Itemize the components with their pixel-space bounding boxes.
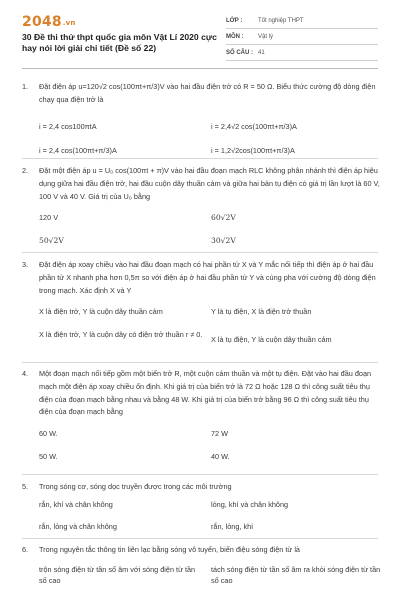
option-c[interactable]: 50√2V xyxy=(39,236,64,246)
question-number: 6. xyxy=(22,545,29,554)
option-b[interactable]: Y là tụ điện, X là điện trở thuần xyxy=(211,307,312,317)
option-c[interactable]: 50 W. xyxy=(39,452,58,462)
question-2 xyxy=(22,165,380,255)
question-number: 5. xyxy=(22,482,29,491)
option-d[interactable]: rắn, lỏng, khí xyxy=(211,521,254,531)
option-b[interactable]: tách sóng điện từ tần số âm ra khỏi sóng điện từ tần số cao xyxy=(211,564,381,585)
question-text: Trong sóng cơ, sóng dọc truyền được trong các môi trường xyxy=(39,482,232,491)
meta-subject-row xyxy=(226,29,378,45)
question-text: Trong nguyên tắc thông tin liên lạc bằng sóng vô tuyến, biến điệu sóng điện từ là xyxy=(39,545,300,554)
header-divider xyxy=(22,68,378,69)
meta-value: Vật lý xyxy=(258,33,274,40)
meta-key: LỚP : xyxy=(226,17,243,24)
question-text: Đặt điện áp u=120√2 cos(100πt+π/3)V vào hai đầu điện trở có R = 50 Ω. Biểu thức cường độ dòng điện chạy qua điện trở là xyxy=(39,82,376,104)
option-c[interactable]: X là điện trở, Y là cuộn dây có điện trở thuần r ≠ 0. xyxy=(39,330,203,340)
option-b[interactable]: 72 W xyxy=(211,429,229,439)
option-c[interactable]: i = 2,4 cos(100πt+π/3)A xyxy=(39,145,117,155)
meta-value: 41 xyxy=(258,49,265,56)
question-text: Đặt điện áp xoay chiều vào hai đầu đoạn mạch có hai phần tử X và Y mắc nối tiếp thì điện áp ở hai đầu phần tử X nhanh pha hơn 0,5π so với điện áp ở hai đầu phần tử Y và cùng pha với cường độ dòng điện trong mạch. Xác định X và Y xyxy=(39,260,376,295)
exam-title: 30 Đề thi thử thpt quốc gia môn Vật Lí 2020 cực hay nói lời giải chi tiết (Đề số 22) xyxy=(22,32,217,53)
meta-key: SỐ CÂU : xyxy=(226,49,253,56)
question-3 xyxy=(22,259,380,359)
question-text: Đặt một điện áp u = U₀ cos(100πt + π)V vào hai đầu đoạn mạch RLC không phân nhánh thì điện áp hiệu dụng giữa hai đầu điện trở, hai đầu cuộn dây thuần cảm và giữa hai bản tụ điện có giá trị lần lượt là 60 V, 100 V và 40 V. Giá trị của U₀ bằng xyxy=(39,166,380,201)
question-number: 4. xyxy=(22,369,29,378)
meta-class-row xyxy=(226,13,378,29)
option-a[interactable]: rắn, khí và chân không xyxy=(39,499,113,509)
option-a[interactable]: i = 2,4 cos100πtA xyxy=(39,121,97,131)
option-d[interactable]: i = 1,2√2cos(100πt+π/3)A xyxy=(211,145,295,155)
question-divider xyxy=(22,474,378,475)
logo-suffix: .vn xyxy=(62,19,76,27)
option-c[interactable]: rắn, lỏng và chân không xyxy=(39,521,117,531)
question-divider xyxy=(22,252,378,253)
question-5 xyxy=(22,481,380,538)
option-d[interactable]: X là tụ điện, Y là cuộn dây thuần cảm xyxy=(211,335,332,345)
exam-meta xyxy=(226,13,378,61)
meta-count-row xyxy=(226,45,378,61)
question-number: 3. xyxy=(22,260,29,269)
question-6 xyxy=(22,544,380,593)
option-a[interactable]: trộn sóng điện từ tần số âm với sóng điện từ tần số cao xyxy=(39,564,196,585)
site-logo[interactable] xyxy=(22,14,76,30)
option-a[interactable]: 60 W. xyxy=(39,429,58,439)
option-b[interactable]: i = 2,4√2 cos(100πt+π/3)A xyxy=(211,121,297,131)
option-b[interactable]: lỏng, khí và chân không xyxy=(211,499,289,509)
question-number: 2. xyxy=(22,166,29,175)
option-a[interactable]: X là điện trở, Y là cuộn dây thuần cảm xyxy=(39,307,163,317)
question-text: Một đoạn mạch nối tiếp gồm một biến trở R, một cuộn cảm thuần và một tụ điện. Đặt vào hai đầu đoạn mạch một điện áp xoay chiều ổn định. Khi giá trị của biến trở là 72 Ω hoặc 128 Ω thì công suất tiêu thụ điện của đoạn mạch bằng nhau và bằng 48 W. Khi giá trị của biến trở bằng 96 Ω thì công suất tiêu thụ điện của đoạn mạch bằng xyxy=(39,369,372,417)
option-a[interactable]: 120 V xyxy=(39,213,59,223)
option-b[interactable]: 60√2V xyxy=(211,213,236,223)
meta-value: Tốt nghiệp THPT xyxy=(258,17,304,24)
question-divider xyxy=(22,538,378,539)
question-divider xyxy=(22,362,378,363)
option-d[interactable]: 30√2V xyxy=(211,236,236,246)
question-number: 1. xyxy=(22,82,29,91)
question-1 xyxy=(22,81,380,157)
option-d[interactable]: 40 W. xyxy=(211,452,230,462)
logo-main: 2048 xyxy=(22,14,62,30)
question-divider xyxy=(22,158,378,159)
question-4 xyxy=(22,368,380,471)
meta-key: MÔN : xyxy=(226,33,244,40)
